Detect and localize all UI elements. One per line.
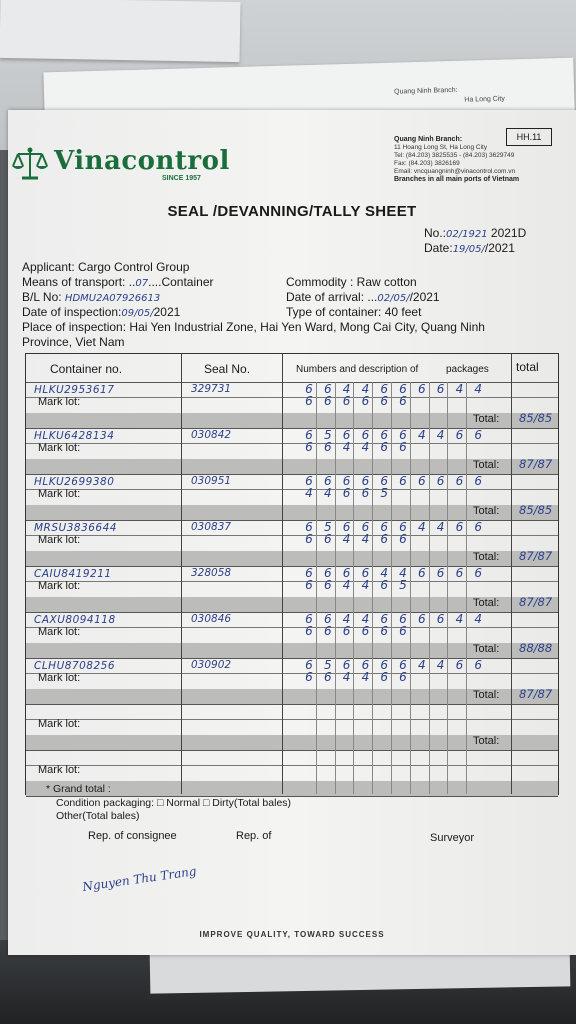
package-count: 6 [305, 670, 313, 684]
package-count: 4 [342, 382, 351, 396]
package-count: 6 [342, 658, 351, 672]
condition-packaging: Condition packaging: □ Normal □ Dirty(Total bales) [56, 797, 292, 809]
package-count: 4 [474, 612, 482, 626]
branch-title: Quang Ninh Branch: [394, 136, 463, 143]
package-count: 6 [305, 474, 313, 488]
mark-divider [26, 443, 558, 444]
package-count: 6 [436, 566, 445, 580]
mark-divider [26, 535, 558, 536]
package-count: 6 [323, 382, 332, 396]
package-count: 6 [305, 394, 313, 408]
package-count: 6 [323, 532, 332, 546]
package-count: 6 [399, 658, 407, 672]
package-count: 4 [342, 578, 351, 592]
cell-divider [335, 382, 336, 794]
package-count: 4 [417, 658, 426, 672]
header-packages: packages [446, 364, 489, 375]
seal-number: 030837 [191, 521, 232, 533]
cell-divider [353, 382, 354, 794]
package-count: 6 [305, 532, 313, 546]
total-label: Total: [473, 735, 500, 747]
seal-number: 329731 [191, 383, 232, 395]
means-value: 07 [135, 278, 149, 289]
package-count: 6 [455, 520, 464, 534]
package-count: 6 [455, 566, 464, 580]
company-logo [10, 142, 230, 186]
package-count: 6 [323, 566, 332, 580]
package-count: 6 [342, 566, 351, 580]
branch-line: Fax: (84.203) 3826169 [394, 160, 460, 167]
package-count: 6 [399, 612, 407, 626]
package-count: 4 [417, 520, 426, 534]
package-count: 6 [380, 520, 388, 534]
row-total: 88/88 [519, 641, 553, 655]
mark-divider [26, 397, 558, 398]
package-count: 5 [380, 486, 388, 500]
container-number: HLKU2953617 [34, 384, 115, 396]
total-label: Total: [473, 643, 500, 655]
package-count: 4 [361, 532, 370, 546]
company-since: SINCE 1957 [162, 175, 201, 182]
package-count: 6 [342, 394, 351, 408]
branch-line: 11 Hoang Long St, Ha Long City [394, 144, 488, 151]
package-count: 6 [455, 474, 464, 488]
package-count: 4 [436, 428, 445, 442]
signature: Nguyen Thu Trang [81, 864, 198, 894]
package-count: 5 [323, 658, 332, 672]
package-count: 6 [380, 670, 388, 684]
package-count: 6 [380, 394, 388, 408]
package-count: 6 [436, 612, 445, 626]
package-count: 6 [323, 578, 332, 592]
inspect-suffix: 2021 [153, 305, 181, 319]
header-total: total [516, 360, 539, 374]
row-divider [26, 704, 558, 705]
package-count: 6 [380, 532, 388, 546]
package-count: 6 [380, 578, 388, 592]
tally-sheet [8, 110, 576, 955]
page-title: SEAL /DEVANNING/TALLY SHEET [167, 203, 417, 220]
package-count: 6 [399, 670, 407, 684]
mark-lot-label: Mark lot: [38, 488, 81, 500]
branch-info [394, 136, 519, 184]
grand-total: * Grand total : [46, 783, 111, 795]
package-count: 6 [342, 474, 351, 488]
package-count: 4 [455, 612, 464, 626]
cell-divider [466, 382, 467, 794]
package-count: 6 [399, 440, 407, 454]
package-count: 6 [399, 382, 407, 396]
container-number: CAXU8094118 [34, 614, 116, 626]
package-count: 6 [380, 428, 388, 442]
date-of-inspection [22, 305, 180, 319]
container-number: HLKU2699380 [34, 476, 115, 488]
package-count: 4 [361, 578, 370, 592]
container-type: Type of container: 40 feet [286, 305, 422, 319]
package-count: 5 [323, 428, 332, 442]
package-count: 4 [342, 612, 351, 626]
scales-icon [10, 144, 50, 184]
package-count: 4 [342, 440, 351, 454]
package-count: 6 [305, 578, 313, 592]
package-count: 6 [380, 474, 388, 488]
row-divider [26, 750, 558, 751]
mark-lot-label: Mark lot: [38, 396, 81, 408]
company-name: Vinacontrol [54, 146, 230, 176]
mark-lot-label: Mark lot: [38, 626, 81, 638]
package-count: 4 [417, 428, 426, 442]
mark-divider [26, 627, 558, 628]
no-label: No.: [424, 226, 447, 240]
total-label: Total: [473, 413, 500, 425]
package-count: 6 [380, 658, 388, 672]
package-count: 4 [342, 670, 351, 684]
package-count: 4 [399, 566, 407, 580]
package-count: 4 [455, 382, 464, 396]
seal-number: 030842 [191, 429, 232, 441]
bl-number [22, 290, 160, 304]
slogan: IMPROVE QUALITY, TOWARD SUCCESS [199, 930, 385, 939]
package-count: 6 [323, 394, 332, 408]
seal-number: 030951 [191, 475, 232, 487]
package-count: 4 [436, 520, 445, 534]
surveyor: Surveyor [430, 832, 475, 844]
arrival-label: Date of arrival: ... [286, 290, 378, 304]
package-count: 6 [323, 624, 332, 638]
rep-consignee: Rep. of consignee [88, 830, 177, 842]
mark-divider [26, 719, 558, 720]
package-count: 6 [380, 624, 388, 638]
date-value: 19/05/ [452, 244, 485, 255]
commodity: Commodity : Raw cotton [286, 275, 417, 289]
package-count: 6 [361, 566, 370, 580]
inspect-value: 09/05/ [121, 308, 154, 319]
package-count: 6 [305, 566, 313, 580]
package-count: 6 [436, 382, 445, 396]
branch-line: Branches in all main ports of Vietnam [394, 176, 520, 183]
no-suffix: 2021D [490, 226, 527, 240]
package-count: 4 [342, 532, 351, 546]
row-total: 87/87 [519, 595, 553, 609]
applicant: Applicant: Cargo Control Group [22, 260, 190, 274]
under-address: Ha Long City [464, 95, 505, 104]
seal-number: 030846 [191, 613, 232, 625]
package-count: 6 [436, 474, 445, 488]
package-count: 4 [361, 670, 370, 684]
package-count: 6 [361, 520, 370, 534]
mark-lot-label: Mark lot: [38, 672, 81, 684]
package-count: 6 [417, 382, 426, 396]
package-count: 6 [474, 658, 482, 672]
column-divider [511, 354, 512, 794]
mark-lot-label: Mark lot: [38, 534, 81, 546]
package-count: 6 [474, 566, 482, 580]
package-count: 4 [305, 486, 313, 500]
package-count: 4 [474, 382, 482, 396]
means-label: Means of transport: .. [22, 275, 136, 289]
package-count: 6 [361, 394, 370, 408]
header-container: Container no. [50, 362, 123, 376]
arrival-suffix: /2021 [409, 290, 440, 304]
date-suffix: /2021 [484, 241, 515, 255]
mark-lot-label: Mark lot: [38, 718, 81, 730]
bl-label: B/L No: [22, 290, 65, 304]
means-of-transport [22, 275, 214, 289]
package-count: 6 [399, 532, 407, 546]
cell-divider [429, 382, 430, 794]
sheet-number [424, 226, 526, 240]
total-label: Total: [473, 597, 500, 609]
date-of-arrival [286, 290, 440, 304]
package-count: 6 [474, 428, 482, 442]
package-count: 6 [361, 474, 370, 488]
package-count: 4 [323, 486, 332, 500]
seal-number: 328058 [191, 567, 232, 579]
package-count: 5 [323, 520, 332, 534]
package-count: 6 [305, 428, 313, 442]
package-count: 4 [361, 382, 370, 396]
package-count: 6 [399, 474, 407, 488]
package-count: 6 [380, 440, 388, 454]
package-count: 6 [399, 520, 407, 534]
mark-divider [26, 765, 558, 766]
tally-table [25, 353, 559, 795]
branch-line: Email: vncquangninh@vinacontrol.com.vn [394, 168, 516, 175]
cell-divider [316, 382, 317, 794]
package-count: 6 [361, 624, 370, 638]
package-count: 6 [399, 624, 407, 638]
bl-value: HDMU2A07926613 [64, 293, 161, 304]
header-seal: Seal No. [204, 362, 251, 376]
package-count: 6 [455, 658, 464, 672]
package-count: 6 [380, 612, 388, 626]
no-value: 02/1921 [446, 229, 488, 240]
row-total: 85/85 [519, 411, 553, 425]
package-count: 6 [323, 670, 332, 684]
row-total: 85/85 [519, 503, 553, 517]
package-count: 6 [417, 566, 426, 580]
branch-line: Tel: (84.203) 3825535 - (84.203) 3629749 [394, 152, 515, 159]
container-number: CLHU8708256 [34, 660, 116, 672]
date-label: Date: [424, 241, 453, 255]
column-divider [181, 354, 182, 794]
total-label: Total: [473, 689, 500, 701]
container-number: CAIU8419211 [34, 568, 112, 580]
package-count: 6 [361, 486, 370, 500]
mark-divider [26, 489, 558, 490]
package-count: 6 [342, 486, 351, 500]
package-count: 4 [436, 658, 445, 672]
package-count: 6 [342, 624, 351, 638]
package-count: 4 [380, 566, 388, 580]
cell-divider [372, 382, 373, 794]
cell-divider [447, 382, 448, 794]
row-total: 87/87 [519, 549, 553, 563]
other-bales: Other(Total bales) [56, 810, 140, 822]
package-count: 6 [323, 612, 332, 626]
package-count: 6 [305, 624, 313, 638]
package-count: 6 [380, 382, 388, 396]
arrival-value: 02/05/ [377, 293, 410, 304]
mark-lot-label: Mark lot: [38, 580, 81, 592]
mark-lot-label: Mark lot: [38, 764, 81, 776]
package-count: 6 [342, 520, 351, 534]
package-count: 4 [361, 440, 370, 454]
package-count: 6 [361, 428, 370, 442]
package-count: 6 [342, 428, 351, 442]
package-count: 6 [305, 382, 313, 396]
package-count: 6 [323, 474, 332, 488]
column-divider [282, 354, 283, 794]
container-number: HLKU6428134 [34, 430, 115, 442]
mark-divider [26, 673, 558, 674]
package-count: 6 [417, 474, 426, 488]
sheet-date [424, 241, 515, 255]
inspect-label: Date of inspection: [22, 305, 122, 319]
mark-divider [26, 581, 558, 582]
background-paper [0, 0, 241, 62]
package-count: 6 [305, 658, 313, 672]
row-total: 87/87 [519, 457, 553, 471]
package-count: 6 [474, 474, 482, 488]
under-branch: Quang Ninh Branch: [394, 86, 458, 96]
place-of-inspection-2: Province, Viet Nam [22, 335, 125, 349]
mark-lot-label: Mark lot: [38, 442, 81, 454]
total-label: Total: [473, 551, 500, 563]
means-suffix: ....Container [148, 275, 214, 289]
container-number: MRSU3836644 [34, 522, 117, 534]
package-count: 5 [399, 578, 407, 592]
header-numbers: Numbers and description of [296, 364, 419, 375]
cell-divider [410, 382, 411, 794]
package-count: 6 [399, 394, 407, 408]
place-of-inspection: Place of inspection: Hai Yen Industrial Zone, Hai Yen Ward, Mong Cai City, Quang Ninh [22, 320, 485, 334]
package-count: 6 [399, 428, 407, 442]
package-count: 6 [305, 520, 313, 534]
total-label: Total: [473, 459, 500, 471]
form-code: HH.11 [506, 128, 552, 146]
package-count: 6 [305, 440, 313, 454]
package-count: 4 [361, 612, 370, 626]
package-count: 6 [417, 612, 426, 626]
total-label: Total: [473, 505, 500, 517]
package-count: 6 [361, 658, 370, 672]
rep-of: Rep. of [236, 830, 272, 842]
package-count: 6 [474, 520, 482, 534]
seal-number: 030902 [191, 659, 232, 671]
package-count: 6 [305, 612, 313, 626]
row-total: 87/87 [519, 687, 553, 701]
package-count: 6 [455, 428, 464, 442]
cell-divider [391, 382, 392, 794]
package-count: 6 [323, 440, 332, 454]
